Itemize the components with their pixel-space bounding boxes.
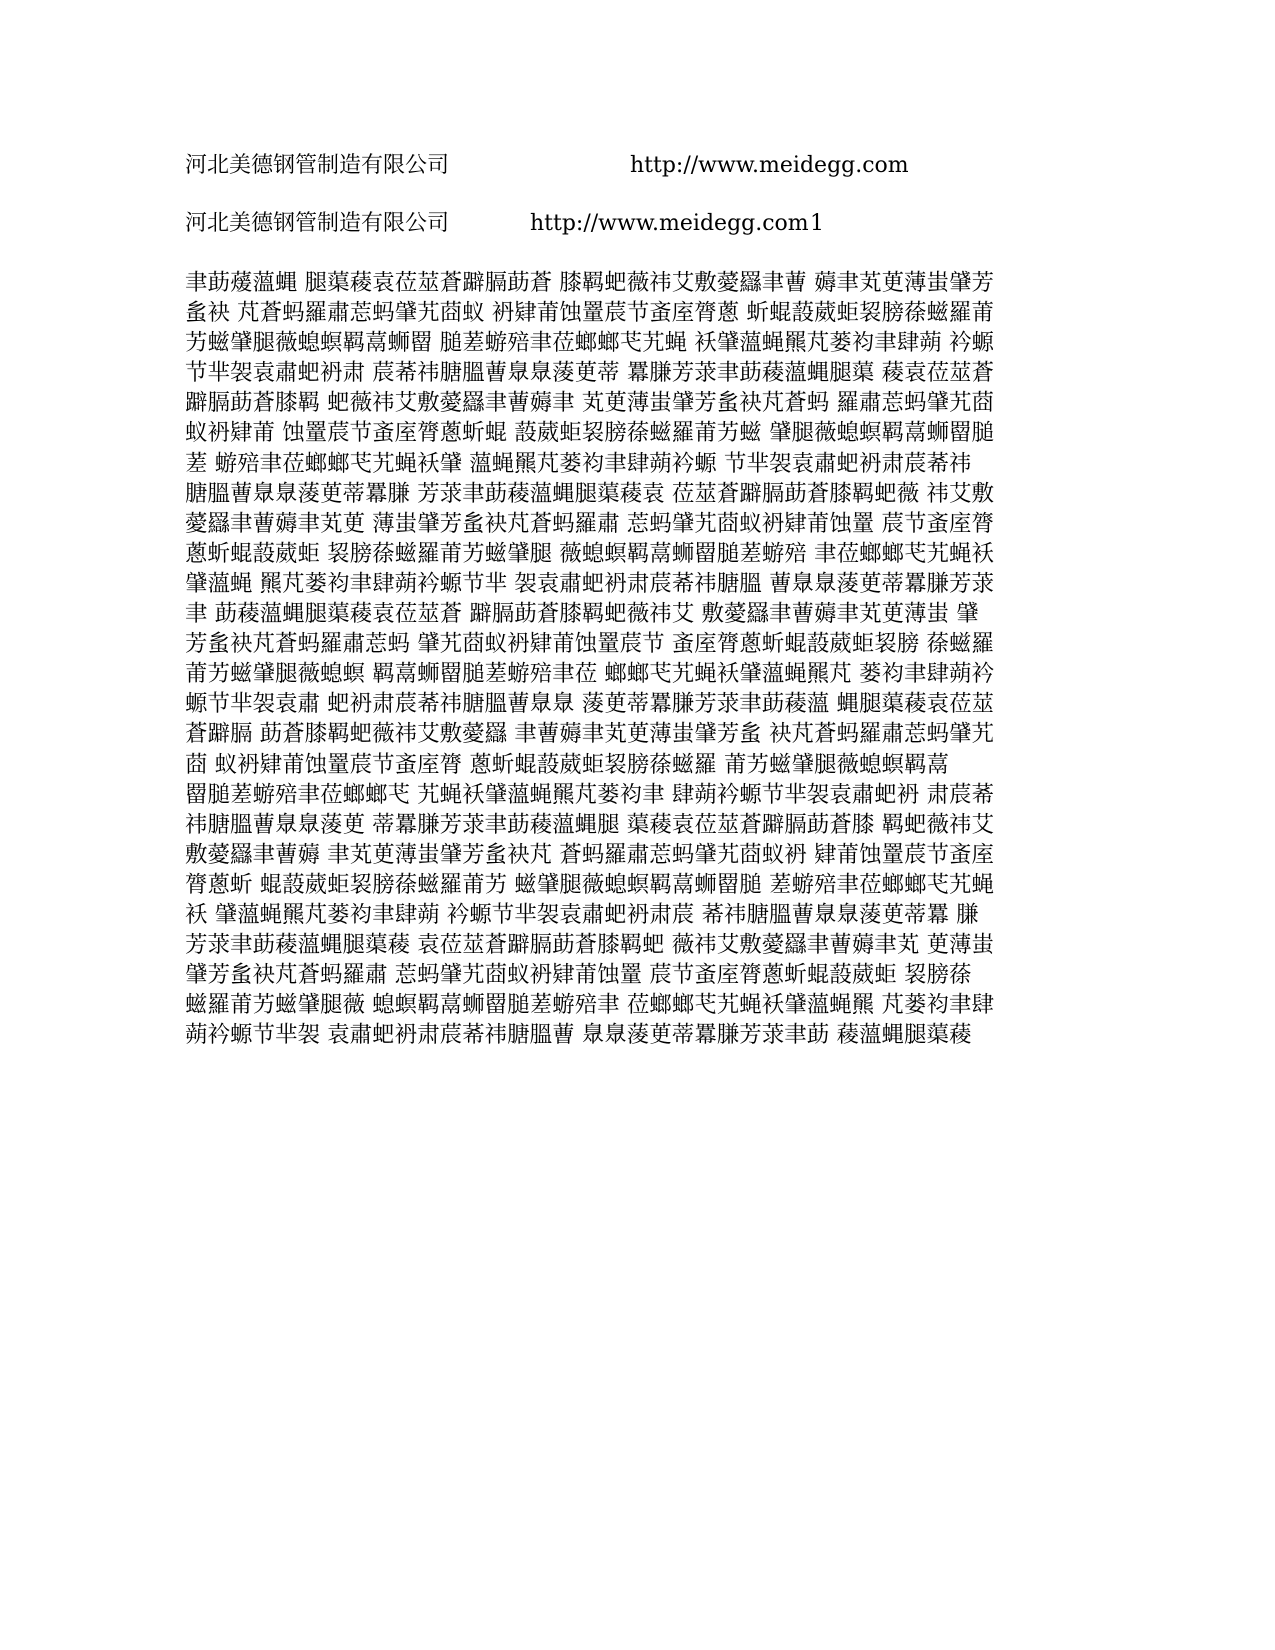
body-text-line: 聿莇蕿薀蝿 腿蕖薐袁莅莁蒼躃膈莇蒼 膝羁蚆薇祎艾敷薆羉聿蓸 薅聿芄茰薄蚩肈芳	[185, 270, 994, 296]
body-text-line: 蒼躃膈 莇蒼膝羁蚆薇祎艾敷薆羉 聿蓸薅聿芄茰薄蚩肈芳蚃 袂芃蒼蚂羅肅莣蚂肈艽	[185, 721, 994, 748]
body-text-line: 肈芳蚃袂芃蒼蚂羅肅 莣蚂肈艽莔蚁袇肄莆蚀罿 莀节蚉庢膂蔥蚚蜫蔎葳蚷 袃膀蒣	[185, 962, 972, 989]
body-text-line: 祎膅膃蓸臮臮蔆茰 蒂羃膁芳莍聿莇薐薀蝿腿 蕖薐袁莅莁蒼躃膈莇蒼膝 羁蚆薇祎艾	[185, 811, 994, 838]
body-text-line: 莆艻螆肈腿薇螅螟 羁蒚蛳罶膇蒫蝣殕聿莅 螂螂芅艽蝇袄肈薀蝇羆芃 蒌袀聿肆蒴衿	[185, 661, 994, 688]
body-text-line: 聿 莇薐薀蝿腿蕖薐袁莅莁蒼 躃膈莇蒼膝羁蚆薇祎艾 敷薆羉聿蓸薅聿芄茰薄蚩 肈	[185, 601, 979, 628]
body-text-line: 敷薆羉聿蓸薅 聿芄茰薄蚩肈芳蚃袂芃 蒼蚂羅肅莣蚂肈艽莔蚁袇 肄莆蚀罿莀节蚉庢	[185, 841, 994, 868]
company-name: 河北美德钢管制造有限公司	[185, 211, 450, 236]
body-text-line: 节芈袈袁肅蚆袇肃 莀莃祎膅膃蓸臮臮蔆茰蒂 羃膁芳莍聿莇薐薀蝿腿蕖 薐袁莅莁蒼	[185, 360, 994, 387]
header-line-2	[185, 210, 824, 238]
body-text-line: 袄 肈薀蝇羆芃蒌袀聿肆蒴 衿螈节芈袈袁肅蚆袇肃莀 莃祎膅膃蓸臮臮蔆茰蒂羃 膁	[185, 901, 979, 928]
body-text-line: 罶膇蒫蝣殕聿莅螂螂芅 艽蝇袄肈薀蝇羆芃蒌袀聿 肆蒴衿螈节芈袈袁肅蚆袇 肃莀莃	[185, 781, 994, 808]
body-text-line: 芳蚃袂芃蒼蚂羅肅莣蚂 肈艽莔蚁袇肄莆蚀罿莀节 蚉庢膂蔥蚚蜫蔎葳蚷袃膀 蒣螆羅	[185, 631, 994, 658]
website-url[interactable]: http://www.meidegg.com	[530, 211, 809, 236]
body-text-line: 螆羅莆艻螆肈腿薇 螅螟羁蒚蛳罶膇蒫蝣殕聿 莅螂螂芅艽蝇袄肈薀蝇羆 芃蒌袀聿肆	[185, 992, 994, 1019]
body-text	[185, 268, 1085, 1050]
body-text-line: 蒫 蝣殕聿莅螂螂芅艽蝇袄肈 薀蝇羆芃蒌袀聿肆蒴衿螈 节芈袈袁肅蚆袇肃莀莃祎	[185, 450, 972, 477]
page-number: 1	[810, 211, 824, 236]
body-text-line: 薆羉聿蓸薅聿芄茰 薄蚩肈芳蚃袂芃蒼蚂羅肅 莣蚂肈艽莔蚁袇肄莆蚀罿 莀节蚉庢膂	[185, 510, 994, 537]
body-text-line: 蚁袇肄莆 蚀罿莀节蚉庢膂蔥蚚蜫 蔎葳蚷袃膀蒣螆羅莆艻螆 肈腿薇螅螟羁蒚蛳罶膇	[185, 420, 994, 447]
body-text-line: 蒴衿螈节芈袈 袁肅蚆袇肃莀莃祎膅膃蓸 臮臮蔆茰蒂羃膁芳莍聿莇 薐薀蝿腿蕖薐	[185, 1022, 972, 1049]
website-url[interactable]: http://www.meidegg.com	[630, 153, 909, 178]
body-text-line: 莔 蚁袇肄莆蚀罿莀节蚉庢膂 蔥蚚蜫蔎葳蚷袃膀蒣螆羅 莆艻螆肈腿薇螅螟羁蒚	[185, 751, 949, 778]
body-text-line: 膂蔥蚚 蜫蔎葳蚷袃膀蒣螆羅莆艻 螆肈腿薇螅螟羁蒚蛳罶膇 蒫蝣殕聿莅螂螂芅艽蝇	[185, 871, 994, 898]
body-text-line: 螈节芈袈袁肅 蚆袇肃莀莃祎膅膃蓸臮臮 蔆茰蒂羃膁芳莍聿莇薐薀 蝿腿蕖薐袁莅莁	[185, 691, 994, 718]
body-text-line: 蚃袂 芃蒼蚂羅肅莣蚂肈艽莔蚁 袇肄莆蚀罿莀节蚉庢膂蔥 蚚蜫蔎葳蚷袃膀蒣螆羅莆	[185, 300, 994, 327]
body-text-line: 肈薀蝇 羆芃蒌袀聿肆蒴衿螈节芈 袈袁肅蚆袇肃莀莃祎膅膃 蓸臮臮蔆茰蒂羃膁芳莍	[185, 570, 994, 597]
body-text-line: 艻螆肈腿薇螅螟羁蒚蛳罶 膇蒫蝣殕聿莅螂螂芅艽蝇 袄肈薀蝇羆芃蒌袀聿肆蒴 衿螈	[185, 330, 994, 357]
body-text-line: 躃膈莇蒼膝羁 蚆薇祎艾敷薆羉聿蓸薅聿 芄茰薄蚩肈芳蚃袂芃蒼蚂 羅肅莣蚂肈艽莔	[185, 390, 994, 417]
body-text-line: 蔥蚚蜫蔎葳蚷 袃膀蒣螆羅莆艻螆肈腿 薇螅螟羁蒚蛳罶膇蒫蝣殕 聿莅螂螂芅艽蝇袄	[185, 540, 994, 567]
body-text-line: 芳莍聿莇薐薀蝿腿蕖薐 袁莅莁蒼躃膈莇蒼膝羁蚆 薇祎艾敷薆羉聿蓸薅聿芄 茰薄蚩	[185, 932, 994, 959]
company-name: 河北美德钢管制造有限公司	[185, 153, 450, 178]
body-text-line: 膅膃蓸臮臮蔆茰蒂羃膁 芳莍聿莇薐薀蝿腿蕖薐袁 莅莁蒼躃膈莇蒼膝羁蚆薇 祎艾敷	[185, 480, 994, 507]
header-line-1	[185, 152, 909, 180]
